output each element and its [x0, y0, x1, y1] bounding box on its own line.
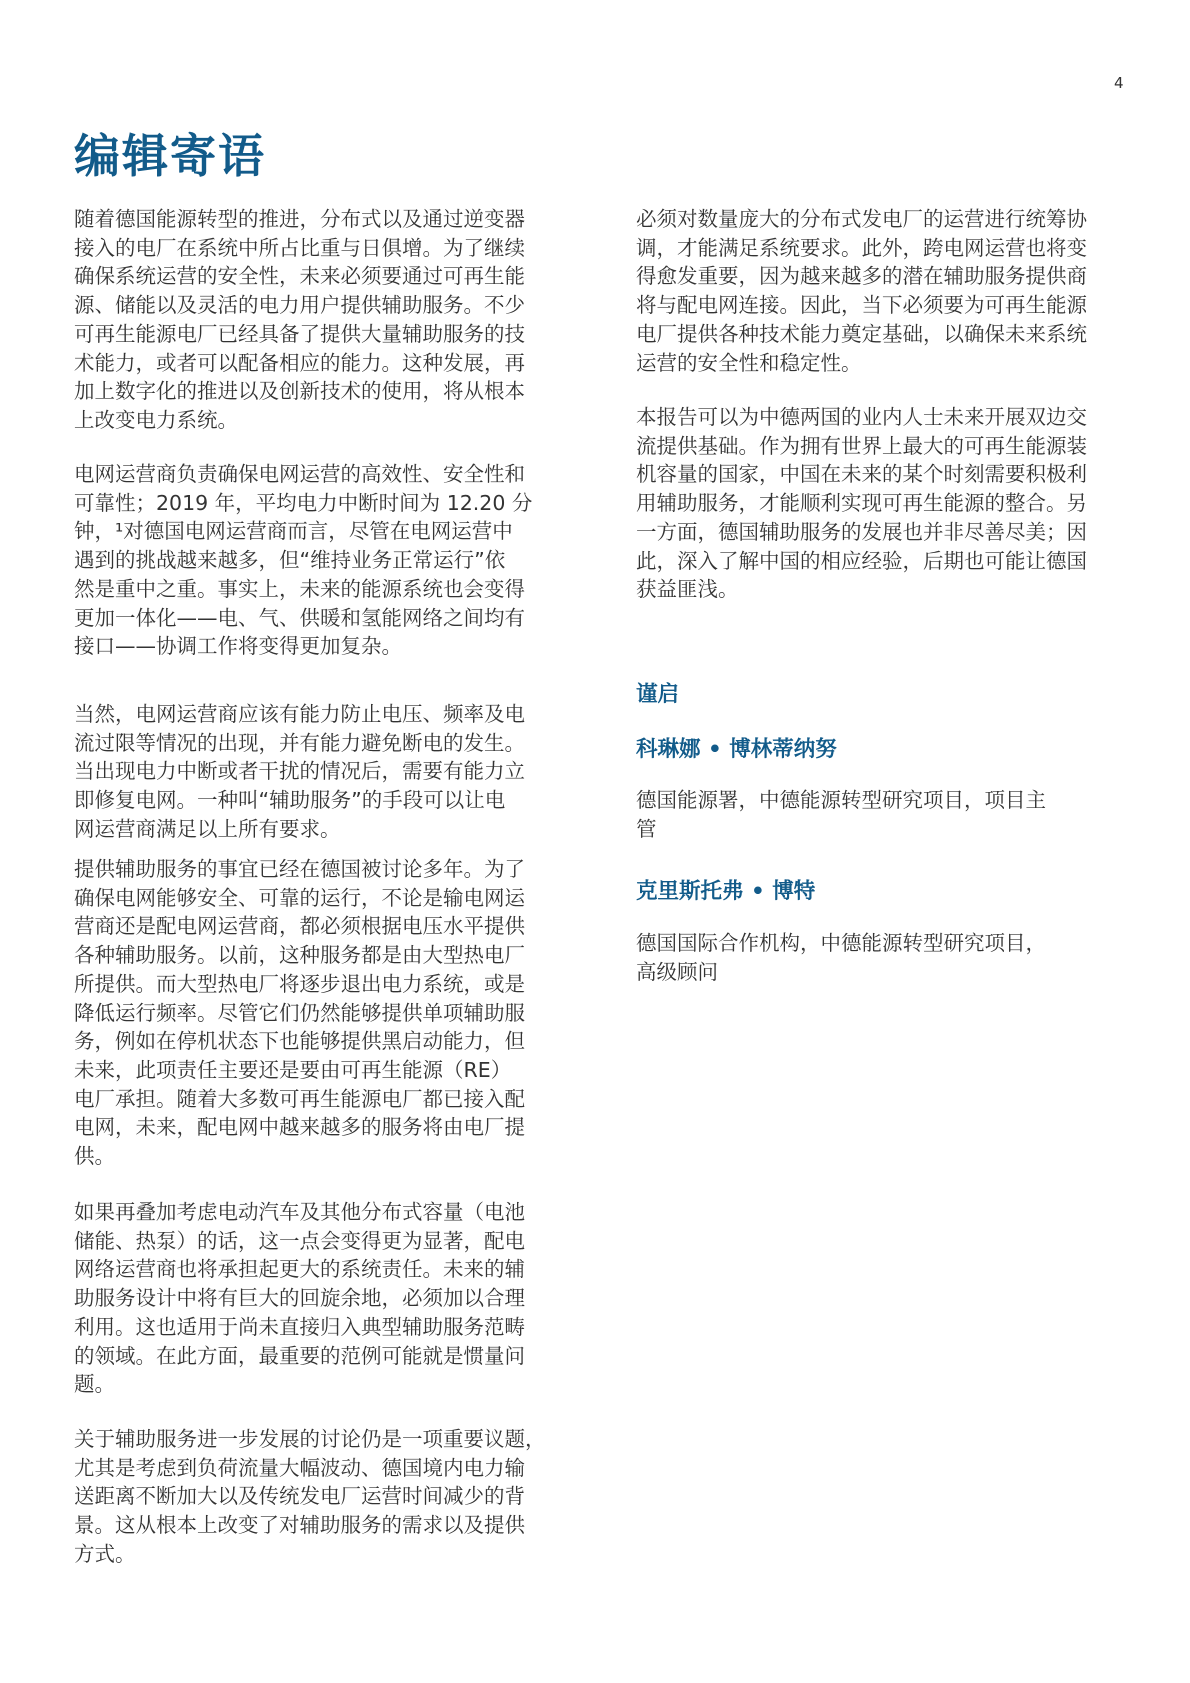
text-line: 用辅助服务，才能顺利实现可再生能源的整合。另	[636, 491, 1087, 516]
text-line: 电网，未来，配电网中越来越多的服务将由电厂提	[74, 1115, 525, 1140]
text-line: 运营的安全性和稳定性。	[636, 350, 862, 375]
text-line: 管	[636, 816, 657, 841]
text-line: 方式。	[74, 1541, 136, 1566]
text-line: 接口——协调工作将变得更加复杂。	[74, 634, 402, 659]
body-paragraph	[74, 1425, 546, 1569]
page-number: 4	[1114, 74, 1124, 92]
text-line: 网络运营商也将承担起更大的系统责任。未来的辅	[74, 1257, 525, 1282]
text-line: 未来，此项责任主要还是要由可再生能源（RE）	[74, 1057, 512, 1082]
signoff-greeting: 谨启	[636, 682, 680, 707]
text-line: 流过限等情况的出现，并有能力避免断电的发生。	[74, 730, 525, 755]
body-paragraph	[636, 403, 1087, 604]
text-line: 题。	[74, 1372, 115, 1397]
text-line: 必须对数量庞大的分布式发电厂的运营进行统筹协	[636, 207, 1087, 231]
text-line: 提供辅助服务的事宜已经在德国被讨论多年。为了	[74, 857, 525, 881]
body-paragraph	[74, 855, 525, 1171]
text-line: 景。这从根本上改变了对辅助服务的需求以及提供	[74, 1513, 525, 1538]
text-line: 当然，电网运营商应该有能力防止电压、频率及电	[74, 702, 525, 726]
text-line: 术能力，或者可以配备相应的能力。这种发展，再	[74, 350, 525, 375]
text-line: 尤其是考虑到负荷流量大幅波动、德国境内电力输	[74, 1455, 525, 1480]
text-line: 加上数字化的推进以及创新技术的使用，将从根本	[74, 379, 525, 404]
text-line: 德国能源署，中德能源转型研究项目，项目主	[636, 788, 1046, 812]
text-line: 流提供基础。作为拥有世界上最大的可再生能源装	[636, 433, 1087, 458]
text-line: 高级顾问	[636, 959, 718, 984]
text-line: 网运营商满足以上所有要求。	[74, 816, 341, 841]
text-line: 可靠性；2019 年，平均电力中断时间为 12.20 分	[74, 490, 533, 515]
text-line: 将与配电网连接。因此，当下必须要为可再生能源	[636, 293, 1087, 318]
text-line: 送距离不断加大以及传统发电厂运营时间减少的背	[74, 1484, 525, 1509]
body-paragraph	[74, 700, 525, 844]
text-line: 获益匪浅。	[636, 577, 739, 602]
text-line: 钟，¹对德国电网运营商而言，尽管在电网运营中	[74, 519, 513, 544]
text-line: 如果再叠加考虑电动汽车及其他分布式容量（电池	[74, 1200, 525, 1224]
page-title: 编辑寄语	[74, 129, 266, 183]
text-line: 营商还是配电网运营商，都必须根据电压水平提供	[74, 914, 525, 939]
text-line: 可再生能源电厂已经具备了提供大量辅助服务的技	[74, 321, 525, 346]
text-line: 然是重中之重。事实上，未来的能源系统也会变得	[74, 576, 525, 601]
text-line: 电厂承担。随着大多数可再生能源电厂都已接入配	[74, 1086, 525, 1111]
text-line: 各种辅助服务。以前，这种服务都是由大型热电厂	[74, 943, 525, 968]
text-line: 更加一体化——电、气、供暖和氢能网络之间均有	[74, 605, 525, 630]
text-line: 确保电网能够安全、可靠的运行，不论是输电网运	[74, 885, 525, 910]
body-paragraph	[74, 460, 532, 661]
text-line: 所提供。而大型热电厂将逐步退出电力系统，或是	[74, 971, 525, 996]
text-line: 即修复电网。一种叫“辅助服务”的手段可以让电	[74, 788, 506, 813]
text-line: 遇到的挑战越来越多，但“维持业务正常运行”依	[74, 548, 506, 573]
text-line: 利用。这也适用于尚未直接归入典型辅助服务范畴	[74, 1314, 525, 1339]
text-line: 调，才能满足系统要求。此外，跨电网运营也将变	[636, 235, 1087, 260]
text-line: 助服务设计中将有巨大的回旋余地，必须加以合理	[74, 1286, 525, 1311]
body-paragraph	[636, 205, 1087, 377]
body-paragraph	[74, 1198, 525, 1399]
text-line: 务，例如在停机状态下也能够提供黑启动能力，但	[74, 1029, 525, 1054]
text-line: 降低运行频率。尽管它们仍然能够提供单项辅助服	[74, 1000, 525, 1025]
text-line: 上改变电力系统。	[74, 407, 238, 432]
text-line: 此，深入了解中国的相应经验，后期也可能让德国	[636, 548, 1087, 573]
signatory-affiliation	[636, 929, 1046, 986]
body-paragraph	[74, 205, 525, 435]
text-line: 关于辅助服务进一步发展的讨论仍是一项重要议题，	[74, 1427, 546, 1451]
text-line: 机容量的国家，中国在未来的某个时刻需要积极利	[636, 462, 1087, 487]
text-line: 当出现电力中断或者干扰的情况后，需要有能力立	[74, 759, 525, 784]
text-line: 供。	[74, 1144, 115, 1169]
signatory-name: 科琳娜 • 博林蒂纳努	[636, 737, 837, 762]
text-line: 得愈发重要，因为越来越多的潜在辅助服务提供商	[636, 264, 1087, 289]
text-line: 确保系统运营的安全性，未来必须要通过可再生能	[74, 264, 525, 289]
text-line: 接入的电厂在系统中所占比重与日俱增。为了继续	[74, 235, 525, 260]
text-line: 本报告可以为中德两国的业内人士未来开展双边交	[636, 405, 1087, 429]
text-line: 储能、热泵）的话，这一点会变得更为显著，配电	[74, 1228, 525, 1253]
text-line: 一方面，德国辅助服务的发展也并非尽善尽美；因	[636, 519, 1087, 544]
text-line: 电网运营商负责确保电网运营的高效性、安全性和	[74, 462, 525, 486]
text-line: 源、储能以及灵活的电力用户提供辅助服务。不少	[74, 293, 525, 318]
signatory-name: 克里斯托弗 • 博特	[636, 879, 816, 904]
text-line: 随着德国能源转型的推进，分布式以及通过逆变器	[74, 207, 525, 231]
text-line: 德国国际合作机构，中德能源转型研究项目，	[636, 931, 1046, 955]
text-line: 电厂提供各种技术能力奠定基础，以确保未来系统	[636, 321, 1087, 346]
text-line: 的领域。在此方面，最重要的范例可能就是惯量问	[74, 1343, 525, 1368]
signatory-affiliation	[636, 786, 1046, 843]
